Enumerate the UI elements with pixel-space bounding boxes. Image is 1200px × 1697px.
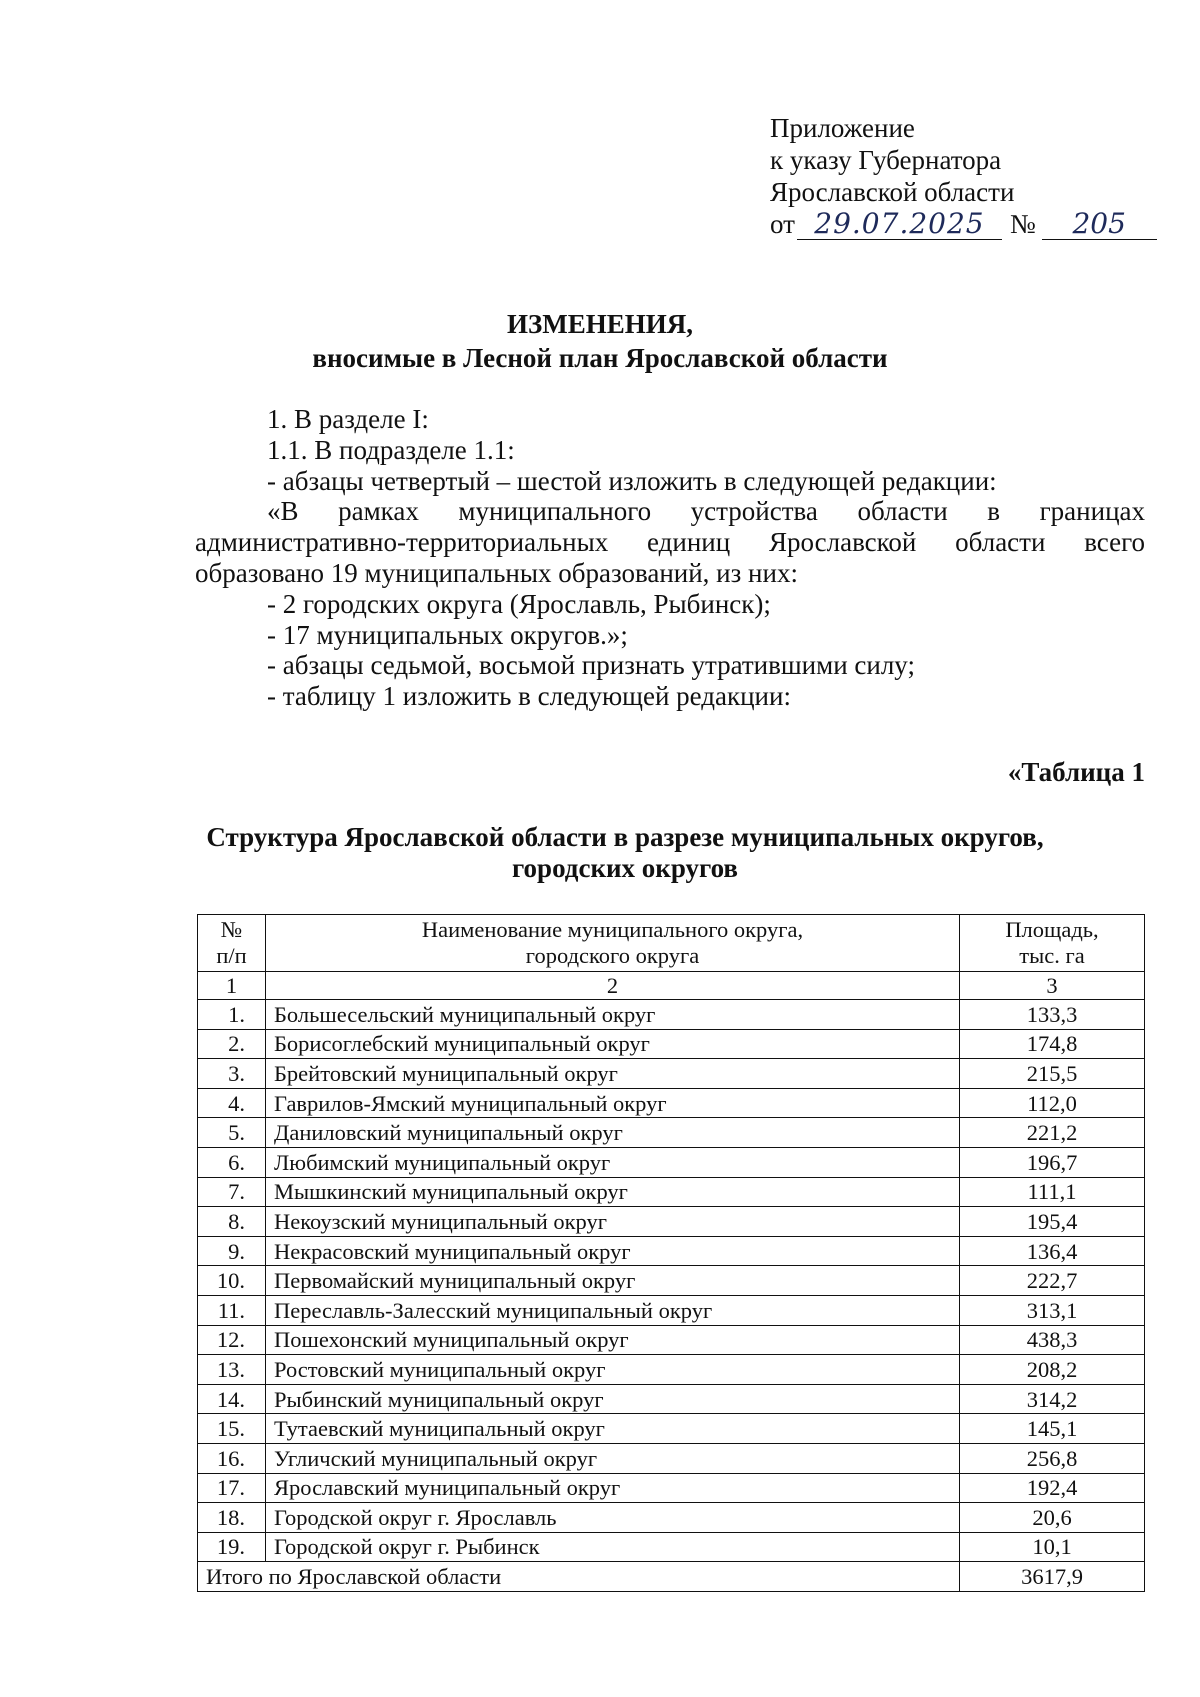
row-area: 133,3 (960, 1000, 1145, 1030)
table-row (198, 1295, 1145, 1325)
paragraph-3: - абзацы четвертый – шестой изложить в следующей редакции: (267, 465, 997, 496)
table-row (198, 1266, 1145, 1296)
document-subtitle: вносимые в Лесной план Ярославской области (312, 343, 888, 373)
total-value: 3617,9 (960, 1562, 1145, 1592)
header-name-line-1: Наименование муниципального округа, (421, 917, 804, 942)
row-number: 4. (198, 1088, 266, 1118)
column-number-2: 2 (266, 972, 960, 1000)
paragraph-2: 1.1. В подразделе 1.1: (267, 434, 515, 465)
row-name: Первомайский муниципальный округ (266, 1266, 960, 1296)
row-area: 20,6 (960, 1503, 1145, 1533)
table-row (198, 1325, 1145, 1355)
paragraph-6: - 17 муниципальных округов.»; (267, 619, 628, 650)
table-label: «Таблица 1 (1007, 757, 1145, 787)
header-number (198, 915, 266, 972)
row-name: Борисоглебский муниципальный округ (266, 1029, 960, 1059)
table-title-line-2: городских округов (511, 853, 739, 883)
row-number: 14. (198, 1384, 266, 1414)
row-number: 16. (198, 1443, 266, 1473)
table-row (198, 1532, 1145, 1562)
handwritten-date: 29.07.2025 (797, 209, 1002, 240)
column-number-row (198, 972, 1145, 1000)
row-name: Городской округ г. Рыбинск (266, 1532, 960, 1562)
row-number: 18. (198, 1503, 266, 1533)
row-number: 15. (198, 1414, 266, 1444)
row-name: Ростовский муниципальный округ (266, 1355, 960, 1385)
row-name: Некрасовский муниципальный округ (266, 1236, 960, 1266)
row-area: 256,8 (960, 1443, 1145, 1473)
row-name: Некоузский муниципальный округ (266, 1207, 960, 1237)
row-area: 174,8 (960, 1029, 1145, 1059)
row-number: 3. (198, 1059, 266, 1089)
annex-line-1: Приложение (770, 113, 915, 143)
row-area: 136,4 (960, 1236, 1145, 1266)
row-number: 5. (198, 1118, 266, 1148)
row-area: 192,4 (960, 1473, 1145, 1503)
annex-block (770, 112, 1157, 240)
header-number-line-1: № (220, 917, 243, 942)
table-row (198, 1207, 1145, 1237)
table-row (198, 1355, 1145, 1385)
row-number: 11. (198, 1295, 266, 1325)
column-number-1: 1 (198, 972, 266, 1000)
table-row (198, 1059, 1145, 1089)
table-row (198, 1000, 1145, 1030)
row-number: 19. (198, 1532, 266, 1562)
table-row (198, 1088, 1145, 1118)
from-label: от (770, 209, 795, 239)
row-name: Ярославский муниципальный округ (266, 1473, 960, 1503)
row-name: Большесельский муниципальный округ (266, 1000, 960, 1030)
table-row (198, 1503, 1145, 1533)
row-area: 221,2 (960, 1118, 1145, 1148)
row-area: 314,2 (960, 1384, 1145, 1414)
row-number: 10. (198, 1266, 266, 1296)
header-number-line-2: п/п (216, 943, 247, 968)
row-name: Мышкинский муниципальный округ (266, 1177, 960, 1207)
row-name: Переславль-Залесский муниципальный округ (266, 1295, 960, 1325)
header-area (960, 915, 1145, 972)
table-title (150, 822, 1100, 884)
row-area: 313,1 (960, 1295, 1145, 1325)
table-row (198, 1147, 1145, 1177)
row-number: 17. (198, 1473, 266, 1503)
paragraph-7: - абзацы седьмой, восьмой признать утратившими силу; (267, 650, 915, 681)
table-header-row (198, 915, 1145, 972)
document-title: ИЗМЕНЕНИЯ, (506, 309, 693, 339)
number-label: № (1009, 209, 1036, 239)
table-row (198, 1443, 1145, 1473)
row-name: Пошехонский муниципальный округ (266, 1325, 960, 1355)
municipal-structure-table (197, 914, 1145, 1592)
row-number: 1. (198, 1000, 266, 1030)
row-number: 13. (198, 1355, 266, 1385)
total-label: Итого по Ярославской области (198, 1562, 960, 1592)
row-area: 196,7 (960, 1147, 1145, 1177)
row-number: 8. (198, 1207, 266, 1237)
row-name: Тутаевский муниципальный округ (266, 1414, 960, 1444)
table-row (198, 1236, 1145, 1266)
row-area: 195,4 (960, 1207, 1145, 1237)
annex-date-number-line (770, 208, 1157, 240)
row-name: Любимский муниципальный округ (266, 1147, 960, 1177)
row-area: 10,1 (960, 1532, 1145, 1562)
header-area-line-1: Площадь, (1005, 917, 1099, 942)
row-area: 145,1 (960, 1414, 1145, 1444)
table-row (198, 1414, 1145, 1444)
row-number: 12. (198, 1325, 266, 1355)
paragraph-5: - 2 городских округа (Ярославль, Рыбинск); (267, 588, 771, 619)
row-number: 7. (198, 1177, 266, 1207)
table-row (198, 1177, 1145, 1207)
row-area: 208,2 (960, 1355, 1145, 1385)
table-row (198, 1029, 1145, 1059)
table-row (198, 1118, 1145, 1148)
row-area: 222,7 (960, 1266, 1145, 1296)
header-name-line-2: городского округа (525, 943, 700, 968)
row-area: 112,0 (960, 1088, 1145, 1118)
annex-line-2: к указу Губернатора (770, 145, 1002, 175)
handwritten-number: 205 (1042, 209, 1157, 240)
column-number-3: 3 (960, 972, 1145, 1000)
body-text (195, 404, 1145, 712)
total-row (198, 1562, 1145, 1592)
row-area: 215,5 (960, 1059, 1145, 1089)
paragraph-1: 1. В разделе I: (267, 404, 429, 434)
row-name: Брейтовский муниципальный округ (266, 1059, 960, 1089)
paragraph-4: «В рамках муниципального устройства области в границах административно-территориальных единиц Ярославской области всего образовано 19 муниципальных образований, из них: (195, 496, 1145, 588)
header-area-line-2: тыс. га (1019, 943, 1085, 968)
row-number: 6. (198, 1147, 266, 1177)
table-title-line-1: Структура Ярославской области в разрезе муниципальных округов, (206, 822, 1044, 852)
header-name (266, 915, 960, 972)
paragraph-8: - таблицу 1 изложить в следующей редакции: (267, 681, 791, 712)
row-name: Даниловский муниципальный округ (266, 1118, 960, 1148)
row-name: Угличский муниципальный округ (266, 1443, 960, 1473)
row-name: Рыбинский муниципальный округ (266, 1384, 960, 1414)
row-name: Гаврилов-Ямский муниципальный округ (266, 1088, 960, 1118)
table-row (198, 1473, 1145, 1503)
table-row (198, 1384, 1145, 1414)
row-name: Городской округ г. Ярославль (266, 1503, 960, 1533)
row-area: 111,1 (960, 1177, 1145, 1207)
row-area: 438,3 (960, 1325, 1145, 1355)
annex-line-3: Ярославской области (770, 177, 1015, 207)
row-number: 2. (198, 1029, 266, 1059)
row-number: 9. (198, 1236, 266, 1266)
